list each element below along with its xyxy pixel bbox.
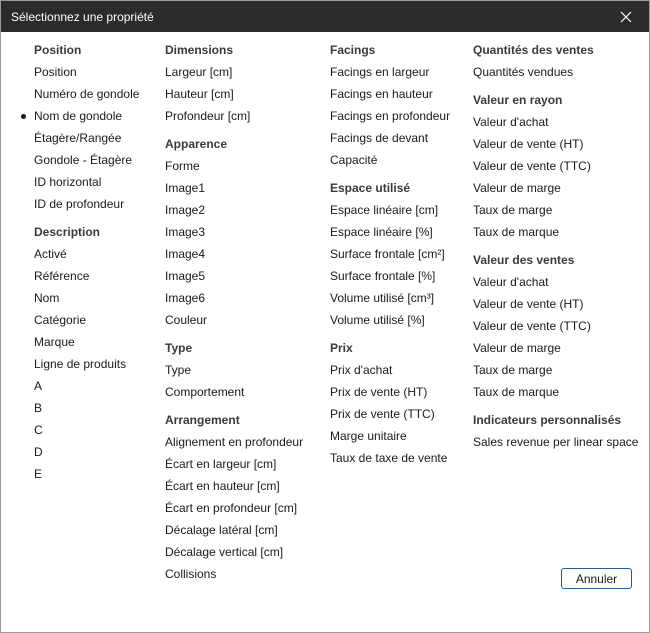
property-item-label: Numéro de gondole — [34, 87, 140, 101]
property-item[interactable] — [34, 353, 139, 375]
close-icon — [620, 11, 632, 23]
property-item-label: Écart en profondeur [cm] — [165, 501, 298, 515]
property-item-label: Décalage latéral [cm] — [165, 523, 278, 537]
property-group — [34, 221, 139, 485]
property-item-label: Valeur d'achat — [473, 275, 549, 289]
property-item-label: Espace linéaire [%] — [330, 225, 433, 239]
group-header: Indicateurs personnalisés — [473, 413, 622, 427]
property-item[interactable] — [165, 155, 303, 177]
group-header: Espace utilisé — [330, 181, 411, 195]
property-item[interactable] — [473, 315, 638, 337]
property-item-label: Capacité — [330, 153, 378, 167]
property-item-label: Activé — [34, 247, 67, 261]
property-item-label: Valeur de marge — [473, 181, 561, 195]
property-item[interactable] — [34, 441, 139, 463]
property-item-label: Marge unitaire — [330, 429, 407, 443]
property-item-label: Facings en largeur — [330, 65, 430, 79]
property-item-label: Espace linéaire [cm] — [330, 203, 439, 217]
property-item[interactable] — [330, 265, 450, 287]
property-item-label: Image6 — [165, 291, 206, 305]
property-item-label: C — [34, 423, 43, 437]
property-item[interactable] — [165, 243, 303, 265]
property-item-label: Nom de gondole — [34, 109, 123, 123]
property-item[interactable] — [330, 447, 450, 469]
property-item-label: Forme — [165, 159, 200, 173]
property-group — [330, 337, 450, 469]
property-item-label: Collisions — [165, 567, 217, 581]
selected-bullet-icon — [21, 114, 26, 119]
property-item[interactable] — [330, 425, 450, 447]
property-item-label: Comportement — [165, 385, 245, 399]
property-item-label: Image4 — [165, 247, 206, 261]
property-item-label: Facings de devant — [330, 131, 429, 145]
property-item-label: A — [34, 379, 43, 393]
property-item-label: Image5 — [165, 269, 206, 283]
property-item-label: Catégorie — [34, 313, 87, 327]
property-item[interactable] — [473, 111, 638, 133]
property-item-label: E — [34, 467, 43, 481]
property-item-label: Alignement en profondeur — [165, 435, 304, 449]
property-item[interactable] — [165, 475, 303, 497]
property-item-label: Valeur de marge — [473, 341, 561, 355]
property-item[interactable] — [34, 127, 139, 149]
group-header: Prix — [330, 341, 353, 355]
property-item-label: Étagère/Rangée — [34, 131, 122, 145]
property-item-label: Quantités vendues — [473, 65, 574, 79]
property-item-label: Valeur de vente (TTC) — [473, 159, 591, 173]
property-item[interactable] — [330, 359, 450, 381]
group-header: Valeur en rayon — [473, 93, 563, 107]
property-item[interactable] — [473, 155, 638, 177]
property-item[interactable] — [165, 105, 303, 127]
property-item-label: Prix de vente (HT) — [330, 385, 428, 399]
property-item[interactable] — [330, 221, 450, 243]
property-item[interactable] — [330, 403, 450, 425]
property-item[interactable] — [34, 193, 139, 215]
property-item[interactable] — [165, 519, 303, 541]
property-item-label: Type — [165, 363, 192, 377]
property-item-label: Prix de vente (TTC) — [330, 407, 435, 421]
property-item[interactable] — [473, 381, 638, 403]
property-column — [330, 32, 450, 469]
property-item-label: Surface frontale [%] — [330, 269, 436, 283]
property-item-label: Image3 — [165, 225, 206, 239]
property-item-label: Taux de taxe de vente — [330, 451, 448, 465]
property-item[interactable] — [473, 337, 638, 359]
property-item[interactable] — [165, 83, 303, 105]
property-item-label: Décalage vertical [cm] — [165, 545, 284, 559]
property-item-label: Ligne de produits — [34, 357, 127, 371]
property-group — [473, 89, 638, 243]
property-item[interactable] — [34, 171, 139, 193]
property-item[interactable] — [165, 453, 303, 475]
property-item[interactable] — [34, 149, 139, 171]
group-header: Apparence — [165, 137, 228, 151]
property-item[interactable] — [34, 463, 139, 485]
group-header: Valeur des ventes — [473, 253, 575, 267]
property-item[interactable] — [473, 199, 638, 221]
property-item[interactable] — [330, 309, 450, 331]
property-item[interactable] — [330, 243, 450, 265]
close-button[interactable] — [603, 1, 649, 32]
property-item-label: Prix d'achat — [330, 363, 393, 377]
property-item[interactable] — [34, 397, 139, 419]
property-item-label: Largeur [cm] — [165, 65, 233, 79]
property-item-label: Taux de marge — [473, 363, 553, 377]
property-column — [165, 32, 303, 585]
property-item[interactable] — [473, 271, 638, 293]
group-header: Type — [165, 341, 193, 355]
property-item-label: Couleur — [165, 313, 208, 327]
property-item[interactable] — [34, 331, 139, 353]
property-group — [473, 249, 638, 403]
property-item-label: B — [34, 401, 43, 415]
cancel-button[interactable]: Annuler — [561, 568, 632, 589]
group-header: Quantités des ventes — [473, 43, 594, 57]
property-item-label: Volume utilisé [cm³] — [330, 291, 435, 305]
dialog-title: Sélectionnez une propriété — [11, 10, 154, 24]
property-item[interactable] — [165, 309, 303, 331]
property-item[interactable] — [330, 127, 450, 149]
property-grid — [1, 32, 649, 632]
property-item-label: Valeur d'achat — [473, 115, 549, 129]
property-item-label: Position — [34, 65, 77, 79]
property-item[interactable] — [34, 105, 139, 127]
property-item-label: Écart en largeur [cm] — [165, 457, 277, 471]
property-item[interactable] — [165, 199, 303, 221]
group-header: Facings — [330, 43, 376, 57]
property-item[interactable] — [34, 83, 139, 105]
property-item-label: Gondole - Étagère — [34, 153, 133, 167]
property-item[interactable] — [473, 61, 638, 83]
group-header: Arrangement — [165, 413, 240, 427]
property-item-label: Taux de marque — [473, 225, 560, 239]
property-group — [473, 39, 638, 83]
property-item[interactable] — [473, 133, 638, 155]
group-header: Description — [34, 225, 101, 239]
property-item[interactable] — [330, 287, 450, 309]
property-column — [34, 32, 139, 485]
property-item-label: Facings en profondeur — [330, 109, 451, 123]
property-item[interactable] — [34, 309, 139, 331]
property-column — [473, 32, 638, 453]
property-item[interactable] — [165, 541, 303, 563]
property-item[interactable] — [473, 177, 638, 199]
title-bar — [1, 1, 649, 32]
property-group — [330, 39, 450, 171]
property-item-label: ID de profondeur — [34, 197, 125, 211]
property-item-label: Sales revenue per linear space — [473, 435, 639, 449]
property-group — [330, 177, 450, 331]
property-item[interactable] — [165, 287, 303, 309]
property-item[interactable] — [34, 243, 139, 265]
property-item[interactable] — [473, 359, 638, 381]
property-item[interactable] — [330, 199, 450, 221]
property-item[interactable] — [34, 265, 139, 287]
group-header: Position — [34, 43, 82, 57]
property-item-label: Nom — [34, 291, 60, 305]
property-item[interactable] — [34, 375, 139, 397]
property-item[interactable] — [165, 265, 303, 287]
property-item-label: Image2 — [165, 203, 206, 217]
property-item-label: Valeur de vente (TTC) — [473, 319, 591, 333]
property-group — [165, 337, 303, 403]
property-group — [165, 39, 303, 127]
property-item[interactable] — [473, 431, 638, 453]
property-item-label: Hauteur [cm] — [165, 87, 234, 101]
property-item[interactable] — [330, 149, 450, 171]
property-item[interactable] — [165, 221, 303, 243]
property-item-label: Image1 — [165, 181, 206, 195]
property-item-label: Valeur de vente (HT) — [473, 297, 584, 311]
group-header: Dimensions — [165, 43, 234, 57]
property-item[interactable] — [165, 177, 303, 199]
property-item[interactable] — [330, 61, 450, 83]
property-item[interactable] — [165, 563, 303, 585]
property-item-label: Référence — [34, 269, 90, 283]
property-item[interactable] — [165, 497, 303, 519]
property-item[interactable] — [330, 83, 450, 105]
property-item-label: Facings en hauteur — [330, 87, 433, 101]
property-item[interactable] — [34, 419, 139, 441]
property-item[interactable] — [165, 359, 303, 381]
property-item-label: D — [34, 445, 43, 459]
property-group — [165, 133, 303, 331]
property-item[interactable] — [165, 61, 303, 83]
property-item-label: Valeur de vente (HT) — [473, 137, 584, 151]
property-group — [165, 409, 303, 585]
property-group — [34, 39, 139, 215]
property-item-label: Marque — [34, 335, 75, 349]
property-item-label: Taux de marge — [473, 203, 553, 217]
property-item-label: ID horizontal — [34, 175, 102, 189]
property-item[interactable] — [165, 381, 303, 403]
property-item[interactable] — [330, 381, 450, 403]
property-item[interactable] — [34, 287, 139, 309]
property-item[interactable] — [34, 61, 139, 83]
property-item-label: Volume utilisé [%] — [330, 313, 425, 327]
property-item[interactable] — [473, 221, 638, 243]
property-item[interactable] — [165, 431, 303, 453]
property-item-label: Taux de marque — [473, 385, 560, 399]
property-item-label: Écart en hauteur [cm] — [165, 479, 280, 493]
property-item-label: Surface frontale [cm²] — [330, 247, 445, 261]
property-item-label: Profondeur [cm] — [165, 109, 251, 123]
property-group — [473, 409, 638, 453]
property-item[interactable] — [330, 105, 450, 127]
property-item[interactable] — [473, 293, 638, 315]
